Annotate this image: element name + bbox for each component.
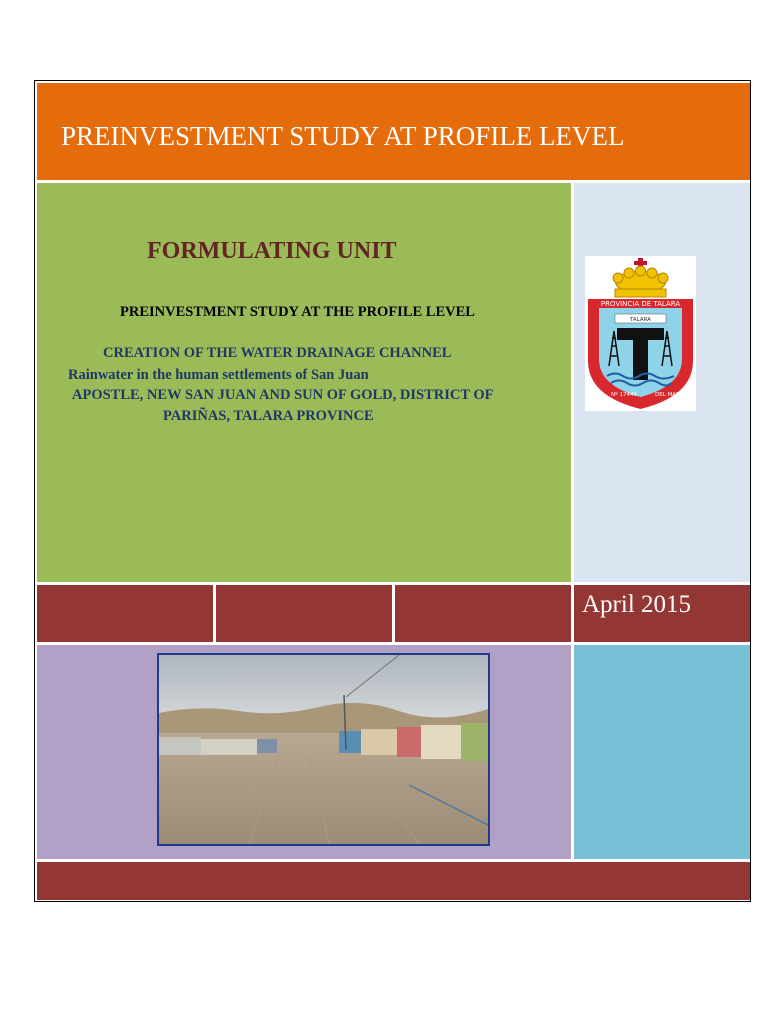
accent-cell-2 bbox=[216, 585, 392, 642]
publication-date: April 2015 bbox=[582, 591, 692, 618]
svg-text:Nº 17449: Nº 17449 bbox=[611, 392, 637, 398]
footer-band bbox=[37, 862, 750, 900]
project-line-4: PARIÑAS, TALARA PROVINCE bbox=[163, 408, 374, 424]
project-line-2: Rainwater in the human settlements of San Juan bbox=[68, 367, 369, 383]
settlement-photo bbox=[157, 653, 490, 846]
formulating-unit-heading: FORMULATING UNIT bbox=[147, 238, 397, 264]
side-panel bbox=[574, 645, 750, 859]
accent-cell-1 bbox=[37, 585, 213, 642]
header-band bbox=[37, 83, 750, 180]
project-line-3: APOSTLE, NEW SAN JUAN AND SUN OF GOLD, DISTRICT OF bbox=[72, 387, 494, 403]
accent-cell-3 bbox=[395, 585, 571, 642]
talara-province-crest bbox=[585, 256, 696, 411]
svg-text:PROVINCIA DE TALARA: PROVINCIA DE TALARA bbox=[600, 300, 681, 308]
project-line-1: CREATION OF THE WATER DRAINAGE CHANNEL bbox=[103, 345, 452, 361]
document-title: PREINVESTMENT STUDY AT PROFILE LEVEL bbox=[61, 121, 625, 151]
svg-text:DEL MAR: DEL MAR bbox=[655, 392, 680, 398]
dirt-road-image bbox=[159, 655, 488, 844]
svg-text:TALARA: TALARA bbox=[629, 317, 652, 323]
study-subtitle: PREINVESTMENT STUDY AT THE PROFILE LEVEL bbox=[120, 304, 475, 320]
